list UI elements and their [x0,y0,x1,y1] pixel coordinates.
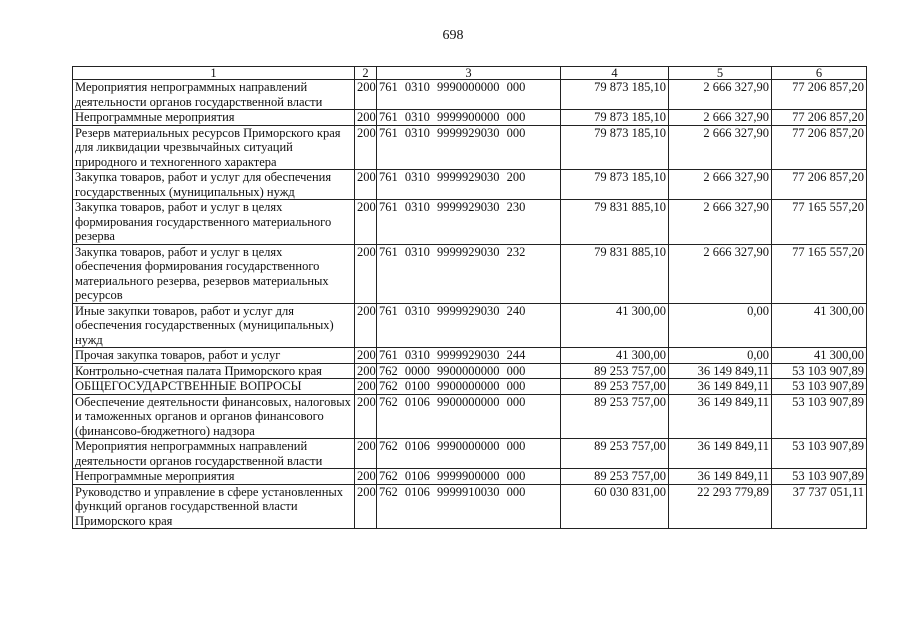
row-ved-cell: 200 [355,394,377,439]
row-ved-cell: 200 [355,80,377,110]
row-column5-cell: 2 666 327,90 [669,244,772,303]
row-code-cell: 761 0310 9999929030 230 [377,200,561,245]
row-column4-cell: 89 253 757,00 [561,363,669,379]
row-ved-cell: 200 [355,303,377,348]
table-row [73,200,867,245]
table-row [73,303,867,348]
row-column5-cell: 2 666 327,90 [669,125,772,170]
table-header-row [73,67,867,80]
row-ved-cell: 200 [355,469,377,485]
table-row [73,125,867,170]
row-name-cell: Иные закупки товаров, работ и услуг для обеспечения государственных (муниципальных) нужд [73,303,355,348]
row-column5-cell: 2 666 327,90 [669,110,772,126]
table-row [73,110,867,126]
row-name-cell: Непрограммные мероприятия [73,110,355,126]
column-header: 2 [355,67,377,80]
row-name-cell: ОБЩЕГОСУДАРСТВЕННЫЕ ВОПРОСЫ [73,379,355,395]
table-row [73,244,867,303]
row-ved-cell: 200 [355,170,377,200]
budget-table [72,66,867,529]
table-row [73,484,867,529]
row-code-cell: 762 0106 9999900000 000 [377,469,561,485]
row-column5-cell: 2 666 327,90 [669,80,772,110]
row-code-cell: 761 0310 9999929030 232 [377,244,561,303]
row-column6-cell: 53 103 907,89 [772,439,867,469]
row-column6-cell: 77 206 857,20 [772,170,867,200]
row-ved-cell: 200 [355,244,377,303]
column-header: 4 [561,67,669,80]
row-column4-cell: 89 253 757,00 [561,469,669,485]
row-column4-cell: 79 873 185,10 [561,125,669,170]
row-name-cell: Прочая закупка товаров, работ и услуг [73,348,355,364]
row-column5-cell: 36 149 849,11 [669,394,772,439]
row-name-cell: Контрольно-счетная палата Приморского края [73,363,355,379]
row-ved-cell: 200 [355,110,377,126]
row-name-cell: Закупка товаров, работ и услуг для обеспечения государственных (муниципальных) нужд [73,170,355,200]
table-row [73,469,867,485]
row-name-cell: Резерв материальных ресурсов Приморского края для ликвидации чрезвычайных ситуаций природного и техногенного характера [73,125,355,170]
row-column4-cell: 41 300,00 [561,348,669,364]
row-column6-cell: 77 206 857,20 [772,80,867,110]
row-column4-cell: 79 831 885,10 [561,200,669,245]
row-column5-cell: 2 666 327,90 [669,200,772,245]
row-ved-cell: 200 [355,200,377,245]
table-body [73,67,867,529]
row-column6-cell: 77 165 557,20 [772,244,867,303]
row-code-cell: 761 0310 9999929030 244 [377,348,561,364]
row-column6-cell: 41 300,00 [772,348,867,364]
page-number: 698 [442,28,464,43]
table-row [73,348,867,364]
table-row [73,80,867,110]
row-column5-cell: 0,00 [669,348,772,364]
row-column5-cell: 36 149 849,11 [669,469,772,485]
row-code-cell: 761 0310 9999929030 200 [377,170,561,200]
row-ved-cell: 200 [355,484,377,529]
row-ved-cell: 200 [355,379,377,395]
row-name-cell: Мероприятия непрограммных направлений деятельности органов государственной власти [73,439,355,469]
row-code-cell: 762 0106 9900000000 000 [377,394,561,439]
row-column6-cell: 53 103 907,89 [772,379,867,395]
table-row [73,379,867,395]
row-code-cell: 761 0310 9999929030 240 [377,303,561,348]
row-column4-cell: 89 253 757,00 [561,439,669,469]
row-name-cell: Закупка товаров, работ и услуг в целях формирования государственного материального резерва [73,200,355,245]
row-column4-cell: 41 300,00 [561,303,669,348]
row-ved-cell: 200 [355,363,377,379]
row-column5-cell: 36 149 849,11 [669,379,772,395]
row-column4-cell: 79 873 185,10 [561,80,669,110]
row-column5-cell: 0,00 [669,303,772,348]
row-column6-cell: 53 103 907,89 [772,394,867,439]
column-header: 5 [669,67,772,80]
column-header: 6 [772,67,867,80]
table-row [73,439,867,469]
table-row [73,363,867,379]
row-ved-cell: 200 [355,439,377,469]
row-column6-cell: 53 103 907,89 [772,469,867,485]
row-column4-cell: 89 253 757,00 [561,379,669,395]
row-column6-cell: 77 206 857,20 [772,125,867,170]
row-column5-cell: 36 149 849,11 [669,439,772,469]
row-code-cell: 762 0100 9900000000 000 [377,379,561,395]
row-name-cell: Непрограммные мероприятия [73,469,355,485]
row-name-cell: Закупка товаров, работ и услуг в целях обеспечения формирования государственного материального резерва, резервов материальных ресурсов [73,244,355,303]
column-header: 3 [377,67,561,80]
row-name-cell: Руководство и управление в сфере установленных функций органов государственной власти Приморского края [73,484,355,529]
row-column4-cell: 79 831 885,10 [561,244,669,303]
table-row [73,170,867,200]
row-column6-cell: 37 737 051,11 [772,484,867,529]
row-ved-cell: 200 [355,125,377,170]
row-column4-cell: 89 253 757,00 [561,394,669,439]
row-code-cell: 762 0000 9900000000 000 [377,363,561,379]
row-code-cell: 761 0310 9990000000 000 [377,80,561,110]
row-column6-cell: 53 103 907,89 [772,363,867,379]
row-name-cell: Мероприятия непрограммных направлений деятельности органов государственной власти [73,80,355,110]
row-column4-cell: 60 030 831,00 [561,484,669,529]
row-name-cell: Обеспечение деятельности финансовых, налоговых и таможенных органов и органов финансового (финансово-бюджетного) надзора [73,394,355,439]
table-row [73,394,867,439]
row-column4-cell: 79 873 185,10 [561,110,669,126]
row-column6-cell: 77 206 857,20 [772,110,867,126]
row-code-cell: 762 0106 9990000000 000 [377,439,561,469]
row-column6-cell: 41 300,00 [772,303,867,348]
row-ved-cell: 200 [355,348,377,364]
row-column5-cell: 2 666 327,90 [669,170,772,200]
row-column5-cell: 36 149 849,11 [669,363,772,379]
column-header: 1 [73,67,355,80]
row-column6-cell: 77 165 557,20 [772,200,867,245]
row-column5-cell: 22 293 779,89 [669,484,772,529]
row-code-cell: 762 0106 9999910030 000 [377,484,561,529]
row-column4-cell: 79 873 185,10 [561,170,669,200]
row-code-cell: 761 0310 9999929030 000 [377,125,561,170]
row-code-cell: 761 0310 9999900000 000 [377,110,561,126]
